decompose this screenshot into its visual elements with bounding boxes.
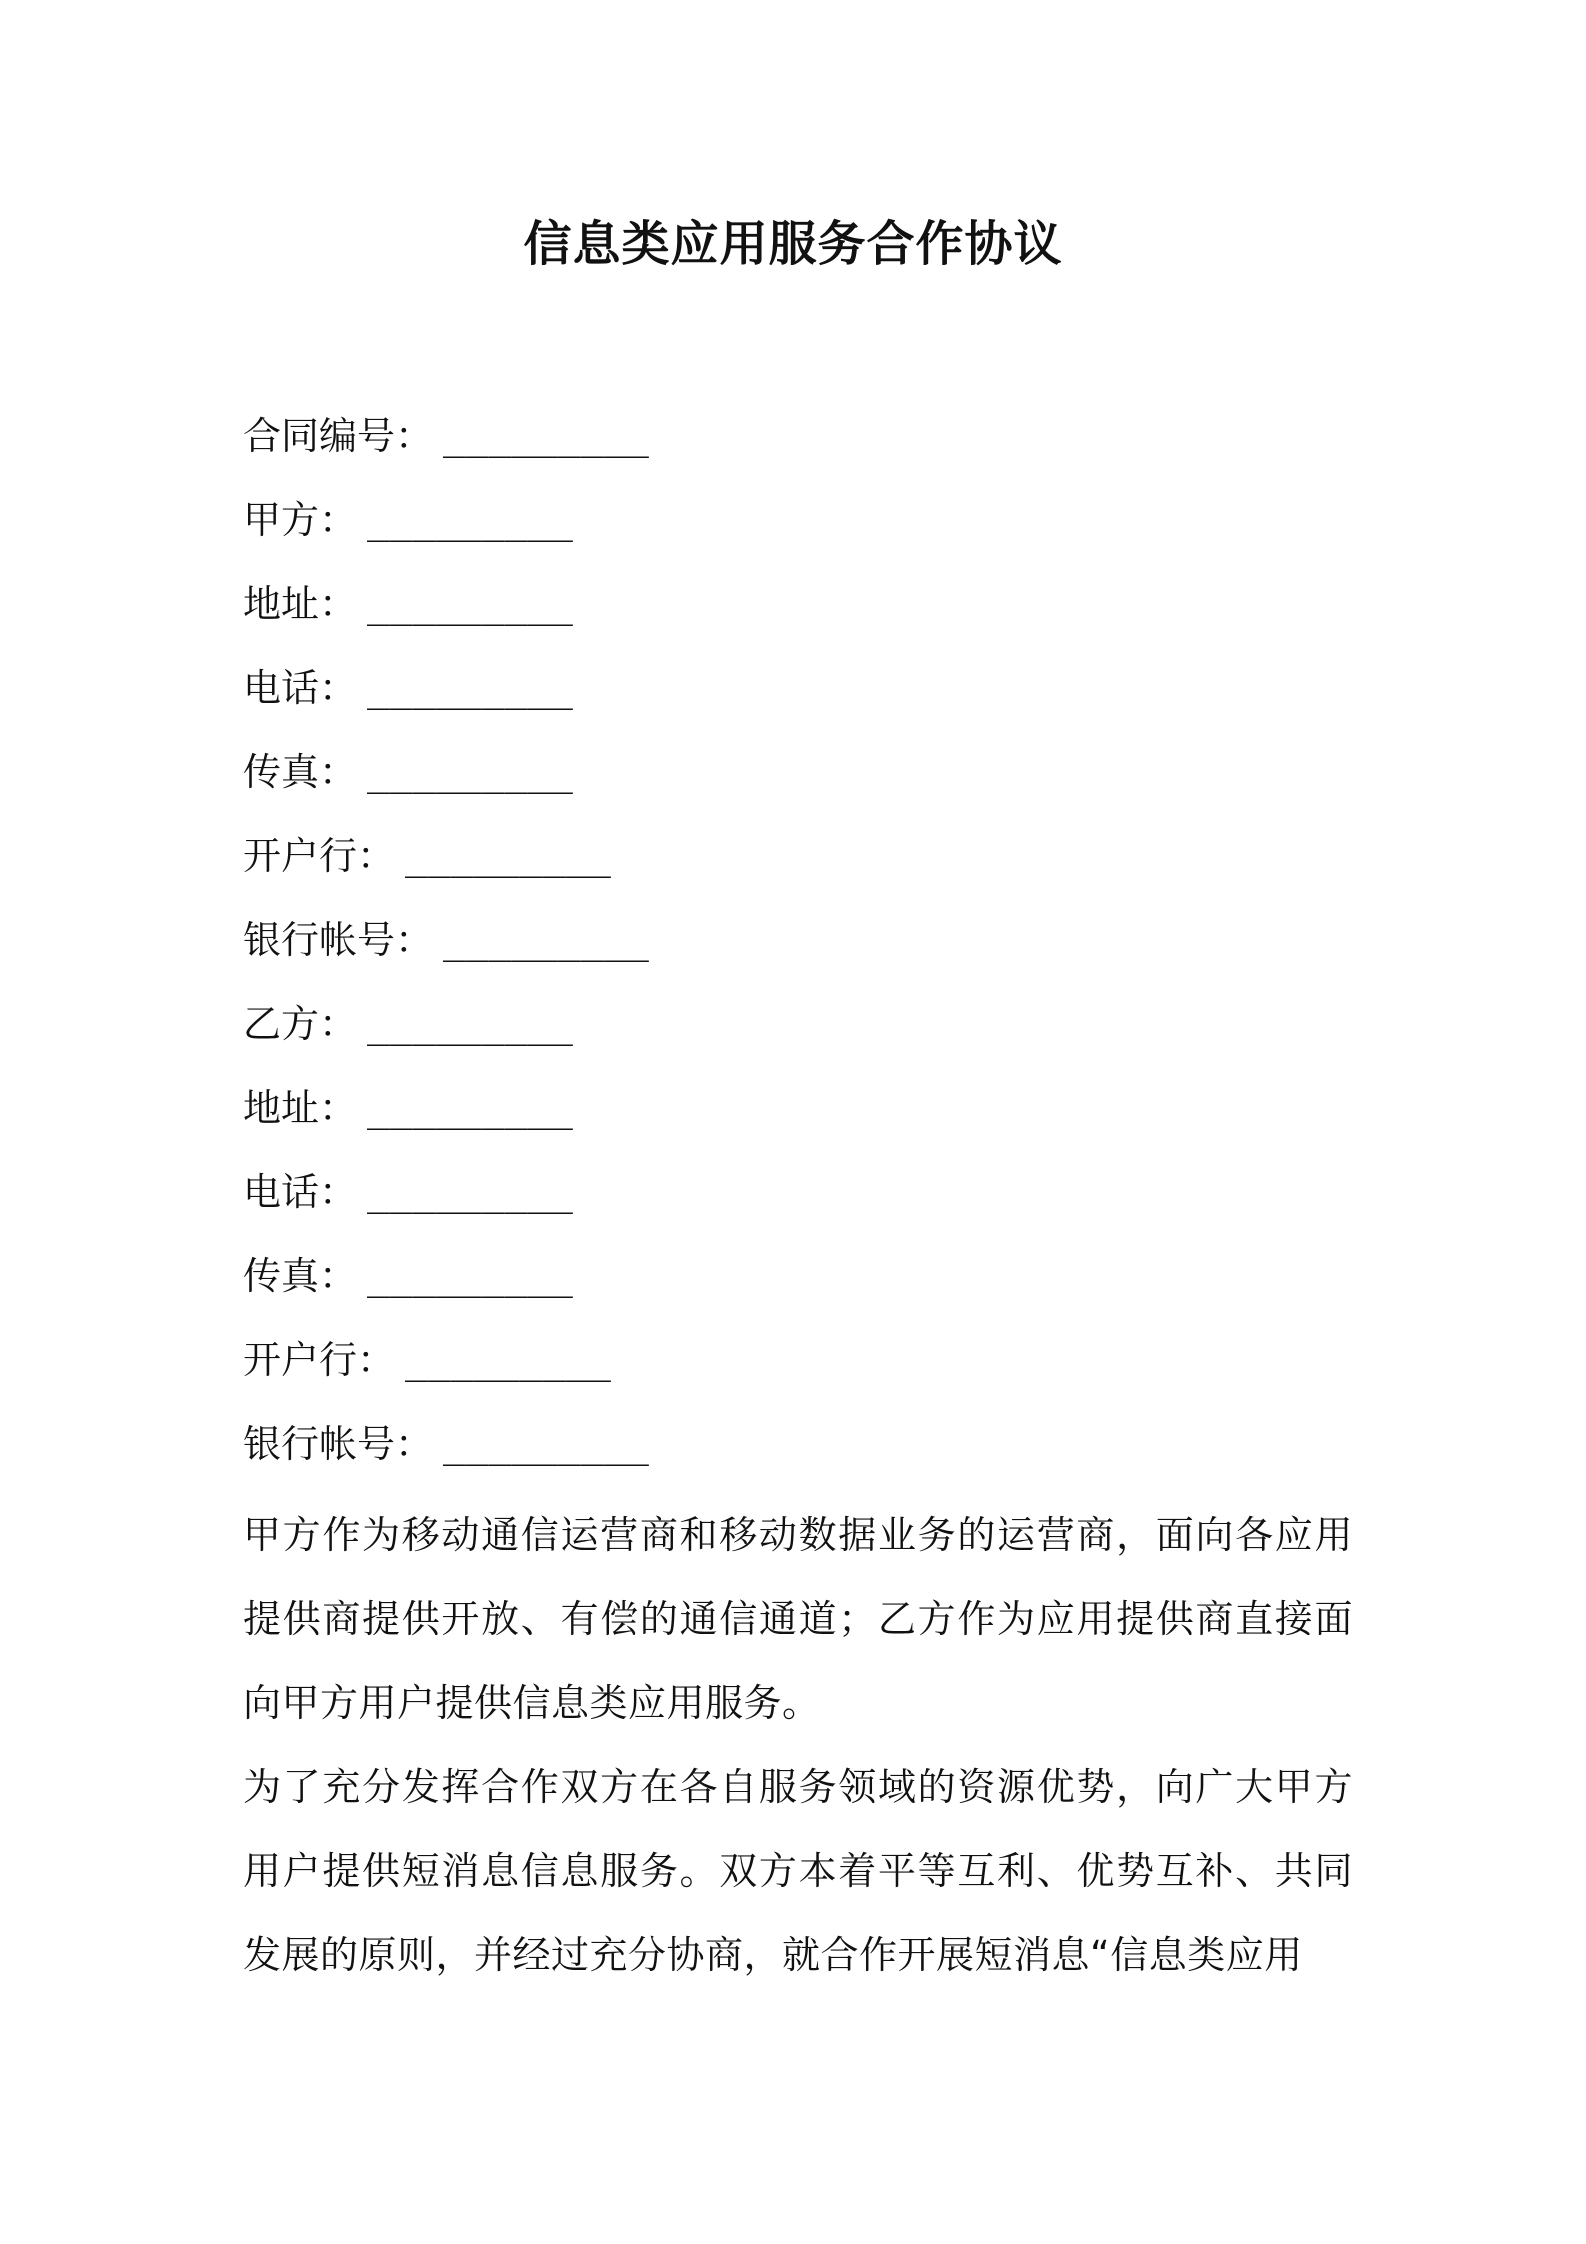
field-label: 电话 — [243, 666, 320, 710]
fill-blank: _________ — [367, 498, 573, 542]
field-label: 开户行 — [243, 834, 358, 878]
field-label: 传真 — [243, 1254, 320, 1298]
fill-blank: _________ — [443, 918, 649, 962]
field-party-b-phone — [243, 1160, 1353, 1244]
field-party-a-account — [243, 908, 1353, 992]
field-colon: ： — [357, 1338, 396, 1382]
paragraph-parties-roles: 甲方作为移动通信运营商和移动数据业务的运营商，面向各应用提供商提供开放、有偿的通信通道；乙方作为应用提供商直接面向甲方用户提供信息类应用服务。 — [243, 1513, 1353, 1725]
fill-blank: _________ — [367, 1086, 573, 1130]
field-party-b-address — [243, 1076, 1353, 1160]
field-label: 地址 — [243, 582, 320, 626]
field-colon: ： — [395, 918, 434, 962]
field-colon: ： — [319, 498, 358, 542]
field-party-b-fax — [243, 1244, 1353, 1328]
field-party-a-bank — [243, 824, 1353, 908]
field-colon: ： — [319, 1254, 358, 1298]
field-colon: ： — [319, 1002, 358, 1046]
field-colon: ： — [319, 582, 358, 626]
fill-blank: _________ — [367, 582, 573, 626]
field-contract-number — [243, 404, 1353, 488]
agreement-body — [243, 1493, 1353, 1997]
field-label: 甲方 — [243, 498, 320, 542]
field-colon: ： — [319, 750, 358, 794]
field-label: 银行帐号 — [243, 918, 396, 962]
field-party-a-fax — [243, 740, 1353, 824]
field-party-a-phone — [243, 656, 1353, 740]
field-label: 开户行 — [243, 1338, 358, 1382]
fill-blank: _________ — [367, 666, 573, 710]
field-label: 乙方 — [243, 1002, 320, 1046]
field-colon: ： — [319, 1170, 358, 1214]
field-party-a-address — [243, 572, 1353, 656]
field-colon: ： — [319, 666, 358, 710]
field-label: 银行帐号 — [243, 1422, 396, 1466]
document-title: 信息类应用服务合作协议 — [523, 216, 1063, 272]
field-label: 电话 — [243, 1170, 320, 1214]
fill-blank: _________ — [405, 1338, 611, 1382]
field-label: 合同编号 — [243, 414, 396, 458]
fill-blank: _________ — [443, 1422, 649, 1466]
field-colon: ： — [357, 834, 396, 878]
party-info-fields — [243, 404, 1353, 1496]
field-colon: ： — [319, 1086, 358, 1130]
field-label: 地址 — [243, 1086, 320, 1130]
fill-blank: _________ — [367, 1254, 573, 1298]
fill-blank: _________ — [367, 750, 573, 794]
field-party-b — [243, 992, 1353, 1076]
field-party-a — [243, 488, 1353, 572]
fill-blank: _________ — [443, 414, 649, 458]
field-colon: ： — [395, 1422, 434, 1466]
field-party-b-bank — [243, 1328, 1353, 1412]
fill-blank: _________ — [367, 1170, 573, 1214]
field-label: 传真 — [243, 750, 320, 794]
field-colon: ： — [395, 414, 434, 458]
fill-blank: _________ — [405, 834, 611, 878]
paragraph-cooperation-purpose: 为了充分发挥合作双方在各自服务领域的资源优势，向广大甲方用户提供短消息信息服务。双方本着平等互利、优势互补、共同发展的原则，并经过充分协商，就合作开展短消息“信息类应用 — [243, 1765, 1353, 1977]
fill-blank: _________ — [367, 1002, 573, 1046]
field-party-b-account — [243, 1412, 1353, 1496]
